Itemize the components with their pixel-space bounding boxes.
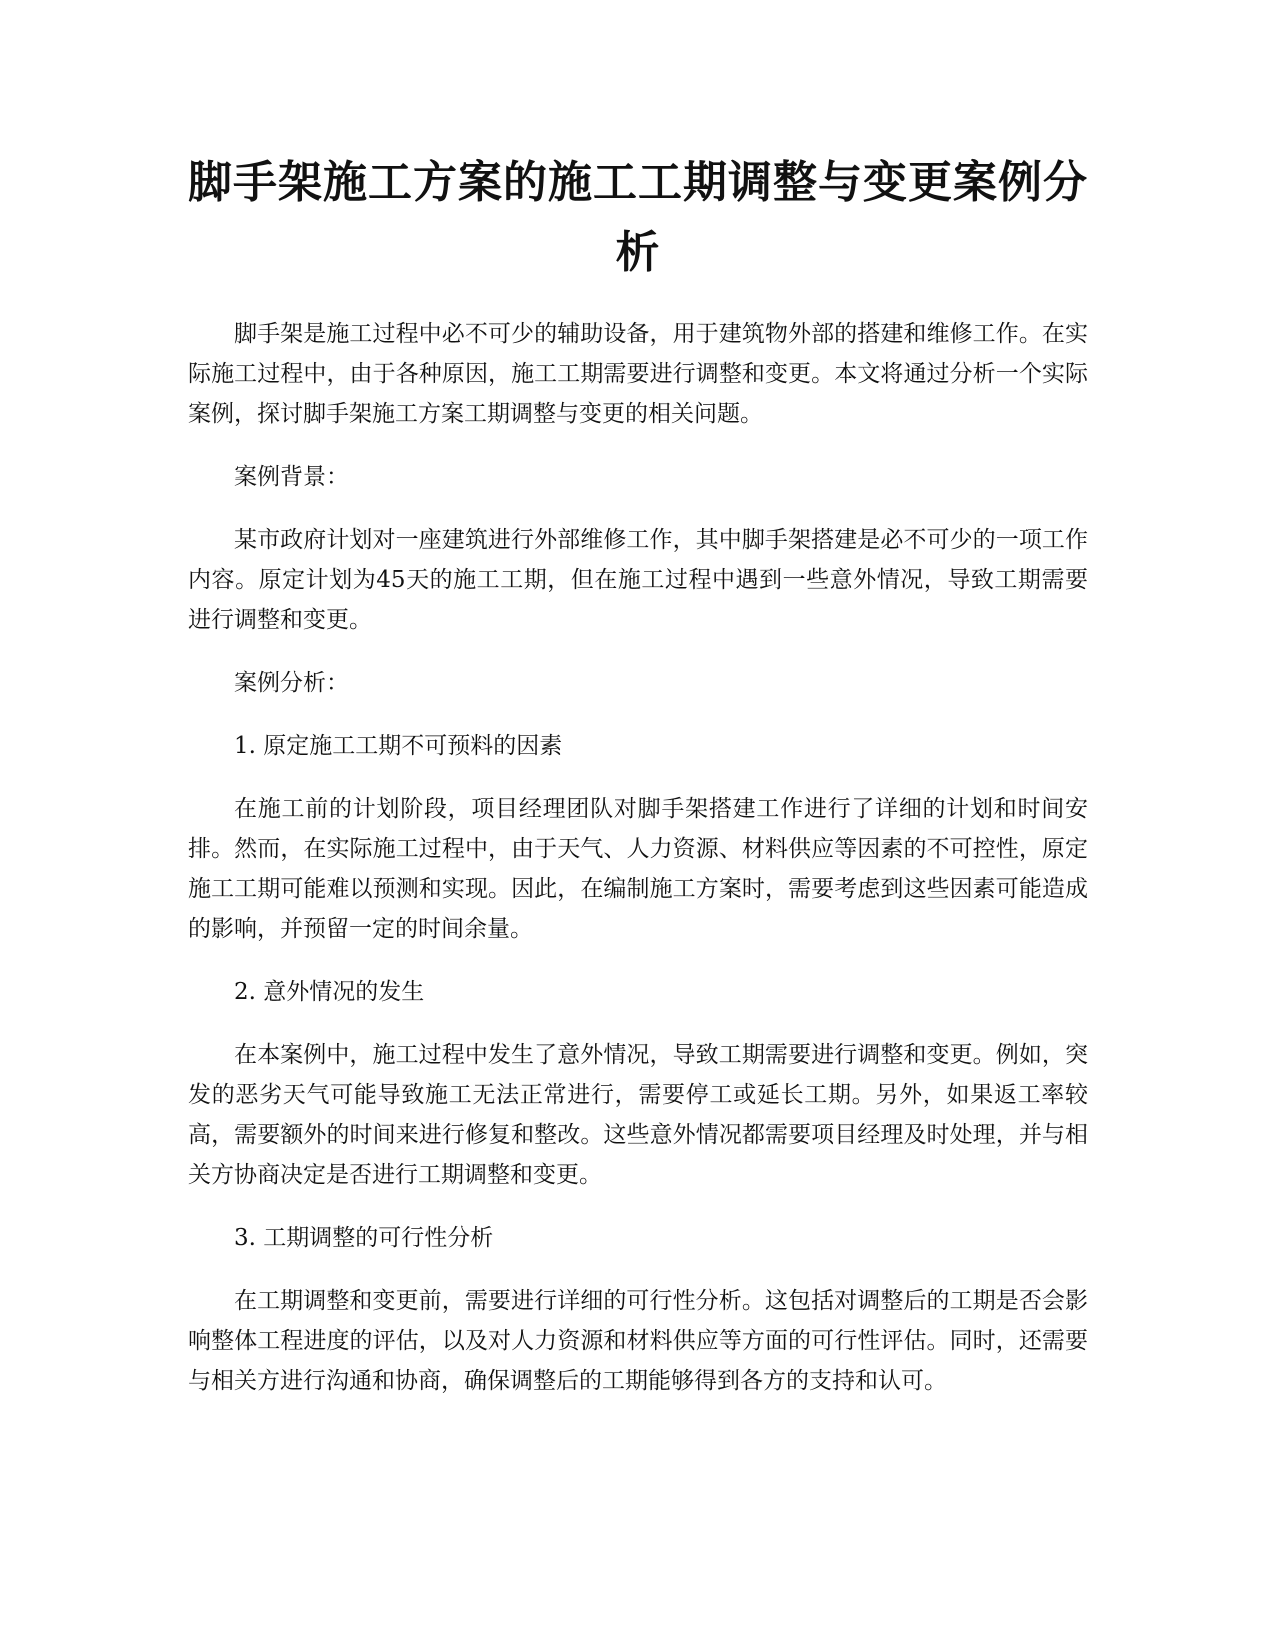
background-paragraph: 某市政府计划对一座建筑进行外部维修工作，其中脚手架搭建是必不可少的一项工作内容。原定计划为45天的施工工期，但在施工过程中遇到一些意外情况，导致工期需要进行调整和变更。 xyxy=(188,527,1088,633)
background-heading: 案例背景： xyxy=(234,464,349,490)
intro-paragraph: 脚手架是施工过程中必不可少的辅助设备，用于建筑物外部的搭建和维修工作。在实际施工过程中，由于各种原因，施工工期需要进行调整和变更。本文将通过分析一个实际案例，探讨脚手架施工方案工期调整与变更的相关问题。 xyxy=(188,321,1088,427)
section-2-paragraph: 在本案例中，施工过程中发生了意外情况，导致工期需要进行调整和变更。例如，突发的恶劣天气可能导致施工无法正常进行，需要停工或延长工期。另外，如果返工率较高，需要额外的时间来进行修复和整改。这些意外情况都需要项目经理及时处理，并与相关方协商决定是否进行工期调整和变更。 xyxy=(188,1042,1088,1188)
section-3-paragraph: 在工期调整和变更前，需要进行详细的可行性分析。这包括对调整后的工期是否会影响整体工程进度的评估，以及对人力资源和材料供应等方面的可行性评估。同时，还需要与相关方进行沟通和协商，确保调整后的工期能够得到各方的支持和认可。 xyxy=(188,1288,1088,1394)
document-page xyxy=(188,148,1088,1424)
analysis-heading: 案例分析： xyxy=(234,670,349,696)
section-3-heading: 3. 工期调整的可行性分析 xyxy=(234,1225,494,1251)
document-title: 脚手架施工方案的施工工期调整与变更案例分析 xyxy=(188,157,1088,278)
section-1-paragraph: 在施工前的计划阶段，项目经理团队对脚手架搭建工作进行了详细的计划和时间安排。然而，在实际施工过程中，由于天气、人力资源、材料供应等因素的不可控性，原定施工工期可能难以预测和实现。因此，在编制施工方案时，需要考虑到这些因素可能造成的影响，并预留一定的时间余量。 xyxy=(188,796,1088,942)
section-1-heading: 1. 原定施工工期不可预料的因素 xyxy=(234,733,563,759)
section-2-heading: 2. 意外情况的发生 xyxy=(234,979,425,1005)
